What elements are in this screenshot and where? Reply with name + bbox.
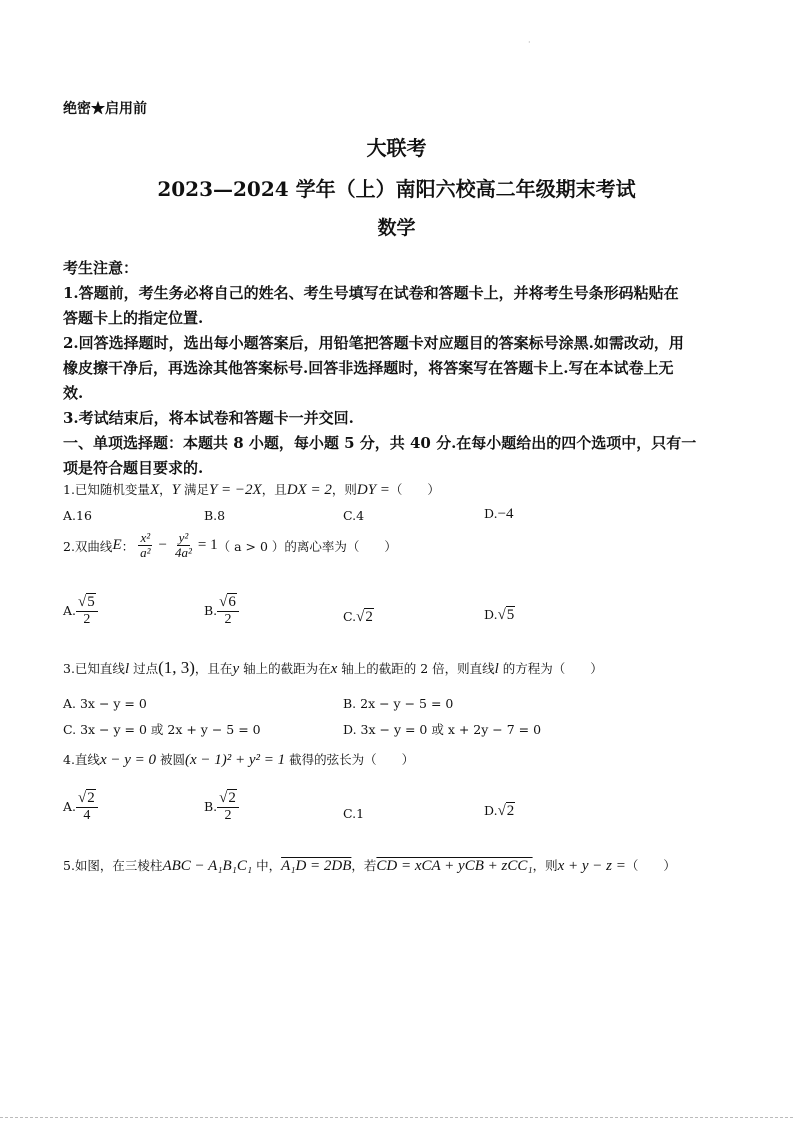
exam-subtitle: 2023—2024 学年（上）南阳六校高二年级期末考试 (157, 177, 636, 201)
question-1-option-b: B.8 (204, 508, 226, 523)
question-1-option-d: D.−4 (484, 506, 514, 522)
scan-mark: · (528, 38, 531, 47)
question-3-option-d: D. 3x − y = 0 或 x + 2y − 7 = 0 (343, 722, 542, 737)
question-4-option-d: D.√2 (484, 803, 515, 819)
notice-item-2-line-1: 2.回答选择题时，选出每小题答案后，用铅笔把答题卡对应题目的答案标号涂黑.如需改动，用 (63, 334, 684, 352)
notice-item-1-line-1: 1.答题前，考生务必将自己的姓名、考生号填写在试卷和答题卡上，并将考生号条形码粘贴在 (63, 284, 679, 302)
section-heading-line-2: 项是符合题目要求的. (63, 459, 204, 477)
page-bottom-divider (0, 1117, 793, 1118)
question-3-option-a: A. 3x − y = 0 (63, 696, 147, 711)
question-1-stem: 1.已知随机变量X，Y 满足Y = −2X，且DX = 2，则DY =（ ） (63, 482, 440, 498)
question-3-stem: 3.已知直线l 过点(1, 3)，且在y 轴上的截距为在x 轴上的截距的 2 倍，则直线l 的方程为（ ） (63, 658, 603, 677)
subject-title: 数学 (377, 217, 416, 239)
question-2-option-c: C.√2 (343, 609, 373, 625)
notice-heading: 考生注意： (63, 259, 139, 277)
notice-item-2-line-3: 效. (63, 384, 84, 402)
question-5-stem: 5.如图，在三棱柱ABC − A₁B₁C₁ 中，A₁D = 2DB，若CD = xCA + yCB + zCC₁，则x + y − z =（ ） (63, 858, 676, 874)
question-4-option-b: B. $\frac{√2}{2}$ (204, 790, 239, 823)
notice-item-2-line-2: 橡皮擦干净后，再选涂其他答案标号.回答非选择题时，将答案写在答题卡上.写在本试卷上无 (63, 359, 674, 377)
question-3-option-b: B. 2x − y − 5 = 0 (343, 696, 454, 711)
question-1-option-c: C.4 (343, 508, 365, 523)
confidential-label: 绝密★启用前 (63, 101, 147, 117)
question-1-option-a: A.16 (63, 508, 92, 523)
notice-item-3: 3.考试结束后，将本试卷和答题卡一并交回. (63, 409, 354, 427)
question-2-option-d: D.√5 (484, 607, 515, 623)
question-2-option-a: A. $\frac{√5}{2}$ (63, 594, 98, 627)
question-4-option-a: A. $\frac{√2}{4}$ (63, 790, 98, 823)
question-4-stem: 4.直线x − y = 0 被圆(x − 1)² + y² = 1 截得的弦长为（ ） (63, 752, 415, 768)
question-2-option-b: B. $\frac{√6}{2}$ (204, 594, 239, 627)
notice-item-1-line-2: 答题卡上的指定位置. (63, 309, 204, 327)
exam-title: 大联考 (366, 136, 427, 160)
question-3-option-c: C. 3x − y = 0 或 2x + y − 5 = 0 (63, 722, 261, 737)
question-2-stem: 2.双曲线 E ： $\frac{\text{x²}}{\text{a²}}$ − $\frac{\text{y²}}{\text{4a²}}$ = 1 （ a > 0 ）的离心率为（ ） (63, 530, 397, 561)
question-4-option-c: C.1 (343, 806, 365, 821)
section-heading-line-1: 一、单项选择题：本题共 8 小题，每小题 5 分，共 40 分.在每小题给出的四个选项中，只有一 (63, 434, 697, 452)
